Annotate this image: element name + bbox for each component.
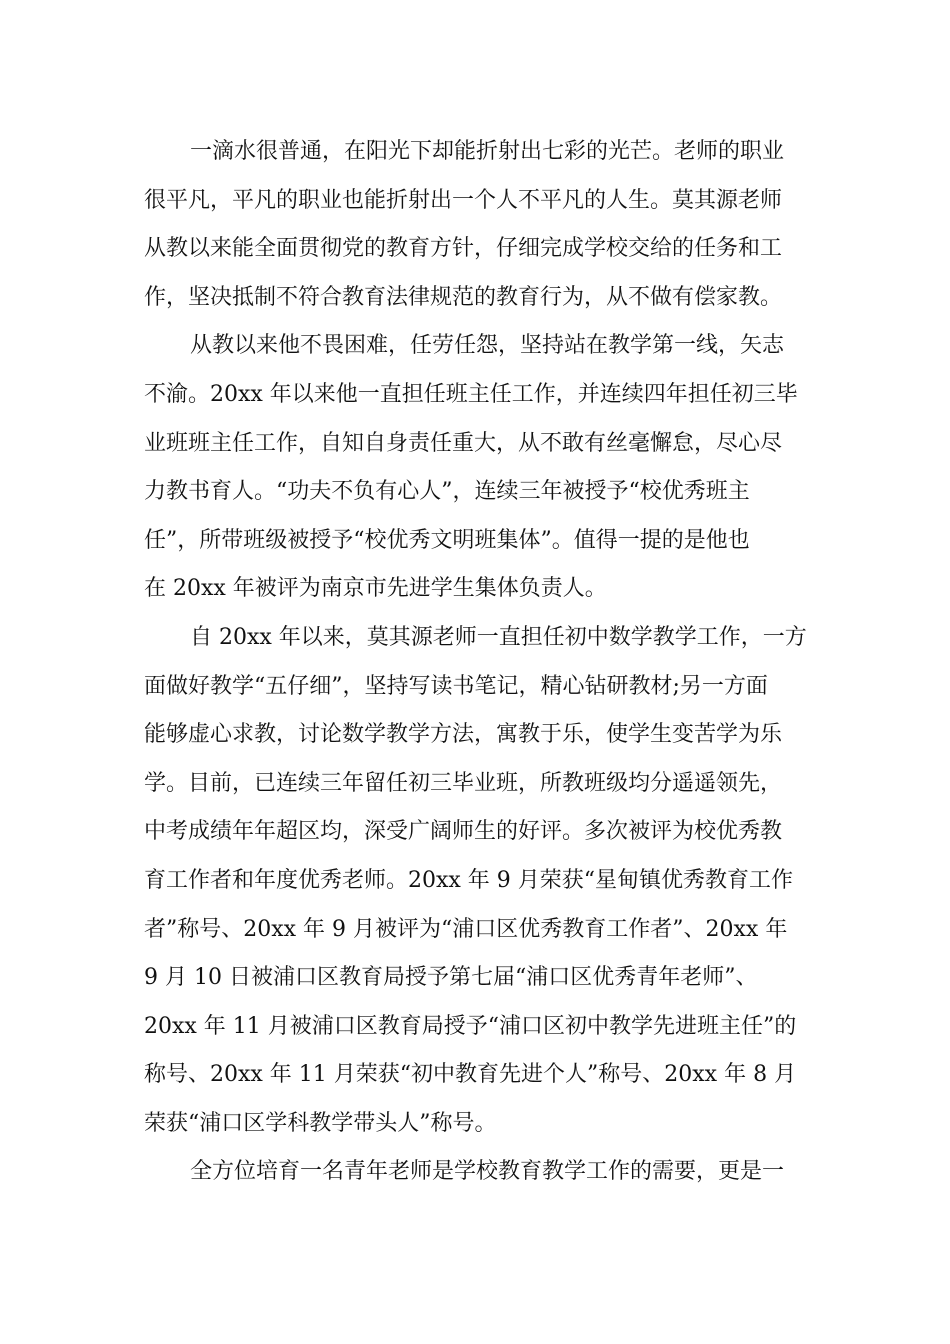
text-line: 不渝。20xx 年以来他一直担任班主任工作，并连续四年担任初三毕 bbox=[144, 381, 798, 407]
text-line: 在 20xx 年被评为南京市先进学生集体负责人。 bbox=[144, 576, 607, 602]
paragraph-3 bbox=[144, 614, 814, 1149]
text-line: 任”，所带班级被授予“校优秀文明班集体”。值得一提的是他也 bbox=[144, 527, 750, 553]
text-line: 荣获“浦口区学科教学带头人”称号。 bbox=[144, 1110, 497, 1136]
text-line: 自 20xx 年以来，莫其源老师一直担任初中数学教学工作，一方 bbox=[190, 624, 807, 650]
paragraph-2 bbox=[144, 322, 814, 614]
text-line: 中考成绩年年超区均，深受广阔师生的好评。多次被评为校优秀教 bbox=[144, 819, 783, 845]
text-line: 一滴水很普通，在阳光下却能折射出七彩的光芒。老师的职业 bbox=[190, 139, 785, 164]
text-line: 很平凡，平凡的职业也能折射出一个人不平凡的人生。莫其源老师 bbox=[144, 187, 783, 213]
text-line: 业班班主任工作，自知自身责任重大，从不敢有丝毫懈怠，尽心尽 bbox=[144, 430, 783, 456]
text-line: 20xx 年 11 月被浦口区教育局授予“浦口区初中教学先进班主任”的 bbox=[144, 1013, 797, 1039]
paragraph-4 bbox=[144, 1148, 814, 1197]
text-line: 育工作者和年度优秀老师。20xx 年 9 月荣获“星甸镇优秀教育工作 bbox=[144, 867, 794, 893]
text-line: 9 月 10 日被浦口区教育局授予第七届“浦口区优秀青年老师”、 bbox=[144, 965, 758, 991]
paragraph-1 bbox=[144, 128, 814, 322]
text-line: 能够虚心求教，讨论数学教学方法，寓教于乐，使学生变苦学为乐 bbox=[144, 722, 783, 748]
text-line: 从教以来能全面贯彻党的教育方针，仔细完成学校交给的任务和工 bbox=[144, 236, 783, 262]
text-line: 者”称号、20xx 年 9 月被评为“浦口区优秀教育工作者”、20xx 年 bbox=[144, 916, 788, 942]
text-line: 作，坚决抵制不符合教育法律规范的教育行为，从不做有偿家教。 bbox=[144, 284, 783, 310]
text-line: 力教书育人。“功夫不负有心人”，连续三年被授予“校优秀班主 bbox=[144, 479, 750, 505]
text-line: 从教以来他不畏困难，任劳任怨，坚持站在教学第一线，矢志 bbox=[190, 333, 785, 359]
document-body bbox=[144, 128, 814, 1197]
text-line: 称号、20xx 年 11 月荣获“初中教育先进个人”称号、20xx 年 8 月 bbox=[144, 1062, 797, 1088]
text-line: 学。目前，已连续三年留任初三毕业班，所教班级均分遥遥领先， bbox=[144, 770, 783, 796]
text-line: 面做好教学“五仔细”，坚持写读书笔记，精心钻研教材;另一方面 bbox=[144, 673, 768, 699]
text-line: 全方位培育一名青年老师是学校教育教学工作的需要，更是一 bbox=[190, 1159, 785, 1185]
